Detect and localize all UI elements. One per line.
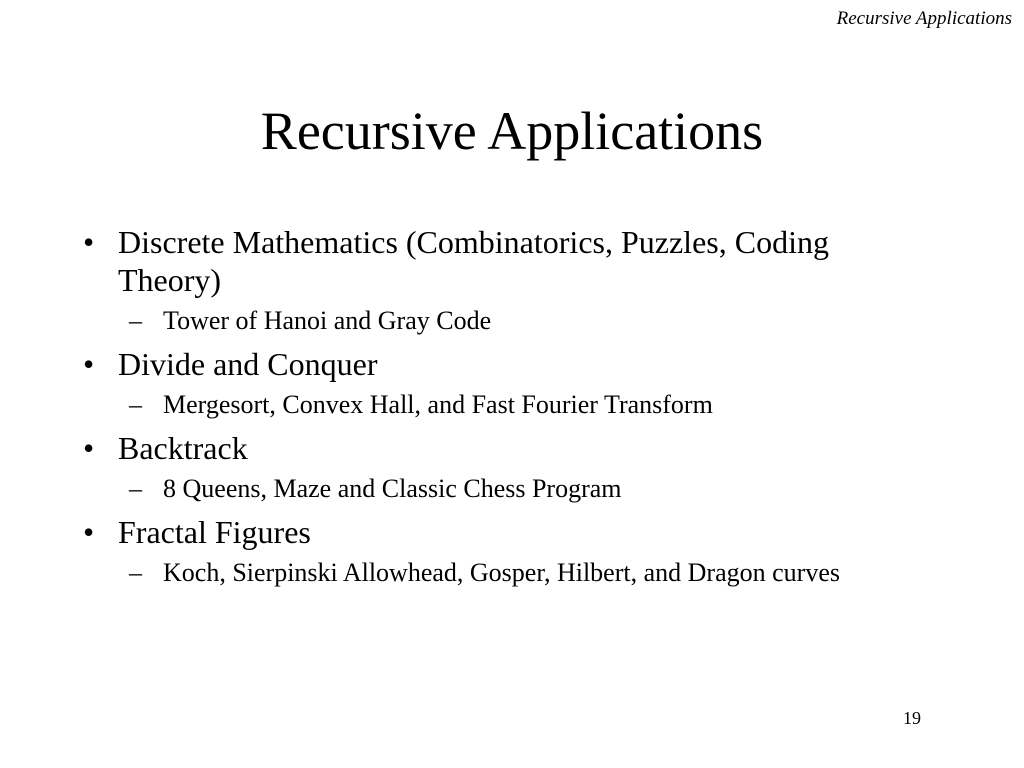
- sub-bullet-marker: –: [129, 306, 142, 335]
- bullet-text: Divide and Conquer: [118, 346, 378, 382]
- sub-bullet-item: [129, 389, 903, 421]
- header-note: Recursive Applications: [836, 8, 1012, 29]
- bullet-item: [83, 513, 903, 551]
- sub-bullet-marker: –: [129, 474, 142, 503]
- bullet-text: Fractal Figures: [118, 514, 311, 550]
- page-number: 19: [903, 708, 921, 728]
- sub-bullet-text: Tower of Hanoi and Gray Code: [163, 306, 492, 335]
- sub-bullet-text: Mergesort, Convex Hall, and Fast Fourier Transform: [163, 390, 713, 419]
- sub-bullet-marker: –: [129, 558, 142, 587]
- bullet-marker: •: [83, 430, 95, 466]
- sub-bullet-text: 8 Queens, Maze and Classic Chess Program: [163, 474, 622, 503]
- sub-bullet-marker: –: [129, 390, 142, 419]
- bullet-marker: •: [83, 346, 95, 382]
- bullet-text: Backtrack: [118, 430, 248, 466]
- slide-title: Recursive Applications: [260, 101, 764, 161]
- sub-bullet-item: [129, 557, 903, 589]
- bullet-item: [83, 223, 903, 299]
- bullet-item: [83, 345, 903, 383]
- bullet-list: [83, 223, 903, 597]
- bullet-marker: •: [83, 224, 95, 260]
- sub-bullet-item: [129, 473, 903, 505]
- bullet-marker: •: [83, 514, 95, 550]
- bullet-item: [83, 429, 903, 467]
- sub-bullet-item: [129, 305, 903, 337]
- sub-bullet-text: Koch, Sierpinski Allowhead, Gosper, Hilbert, and Dragon curves: [163, 558, 840, 587]
- bullet-text: Discrete Mathematics (Combinatorics, Puzzles, Coding Theory): [118, 224, 829, 298]
